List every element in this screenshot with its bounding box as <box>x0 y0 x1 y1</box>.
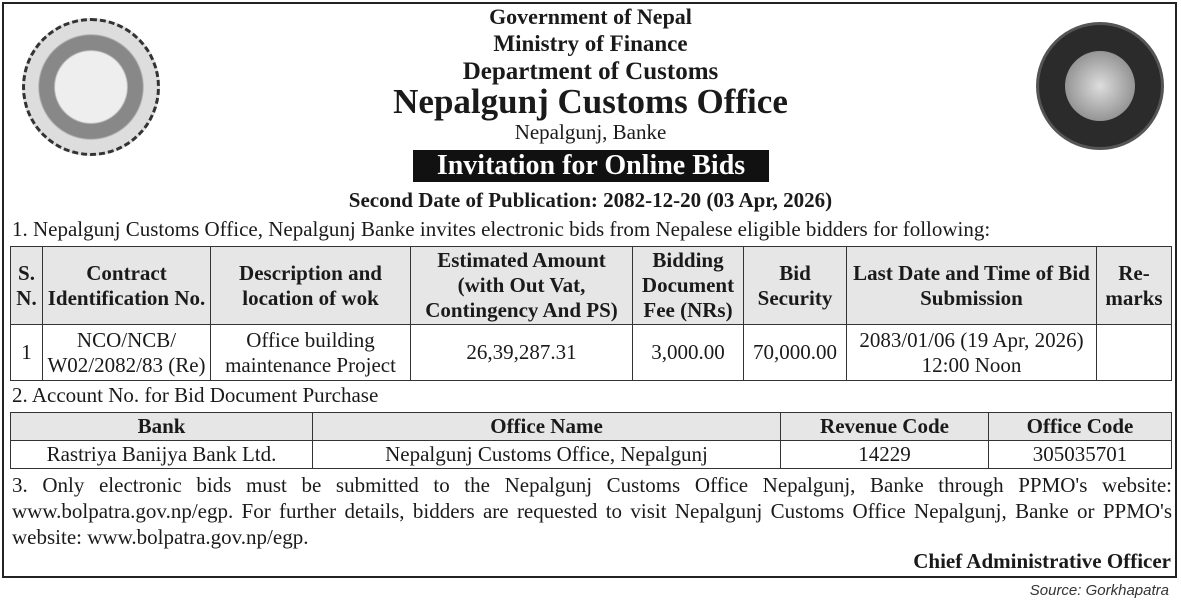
header-contract-id: Contract Identification No. <box>43 247 211 325</box>
cell-bank: Rastriya Banijya Bank Ltd. <box>11 441 313 469</box>
table-header-row <box>11 247 1172 325</box>
cell-estimated-amount: 26,39,287.31 <box>411 325 633 381</box>
item-1: 1. Nepalgunj Customs Office, Nepalgunj Banke invites electronic bids from Nepalese eligible bidders for following: <box>12 217 991 241</box>
office-location: Nepalgunj, Banke <box>514 120 667 144</box>
gov-line: Government of Nepal <box>489 4 692 29</box>
cell-description: Office building maintenance Project <box>211 325 411 381</box>
header-office-name: Office Name <box>313 413 781 441</box>
header-bank: Bank <box>11 413 313 441</box>
header-office-code: Office Code <box>989 413 1172 441</box>
header-revenue-code: Revenue Code <box>781 413 989 441</box>
source-credit: Source: Gorkhapatra <box>1029 582 1169 599</box>
header-sn: S. N. <box>11 247 43 325</box>
cell-bid-security: 70,000.00 <box>744 325 847 381</box>
table-row <box>11 441 1172 469</box>
item-2: 2. Account No. for Bid Document Purchase <box>12 383 379 407</box>
cell-document-fee: 3,000.00 <box>633 325 744 381</box>
table-row <box>11 325 1172 381</box>
item-3: 3. Only electronic bids must be submitted to the Nepalgunj Customs Office Nepalgunj, Banke through PPMO's website: www.bolpatra.gov.np/egp. For further details, bidders are requested to visit Nepalgunj Customs Office Nepalgunj, Banke or PPMO's website: www.bolpatra.gov.np/egp. <box>12 473 1172 549</box>
header-estimated-amount: Estimated Amount (with Out Vat, Contingency And PS) <box>411 247 633 325</box>
cell-revenue-code: 14229 <box>781 441 989 469</box>
header-document-fee: Bidding Document Fee (NRs) <box>633 247 744 325</box>
office-title: Nepalgunj Customs Office <box>393 82 788 121</box>
signature: Chief Administrative Officer <box>913 549 1171 573</box>
account-table <box>10 412 1172 469</box>
header-remarks: Re-marks <box>1097 247 1172 325</box>
header-description: Description and location of wok <box>211 247 411 325</box>
cell-remarks <box>1097 325 1172 381</box>
cell-office-name: Nepalgunj Customs Office, Nepalgunj <box>313 441 781 469</box>
header-bid-security: Bid Security <box>744 247 847 325</box>
table-header-row <box>11 413 1172 441</box>
cell-last-date: 2083/01/06 (19 Apr, 2026) 12:00 Noon <box>847 325 1097 381</box>
cell-sn: 1 <box>11 325 43 381</box>
cell-office-code: 305035701 <box>989 441 1172 469</box>
cell-contract-id: NCO/NCB/ W02/2082/83 (Re) <box>43 325 211 381</box>
notice-banner: Invitation for Online Bids <box>413 150 769 182</box>
ministry-line: Ministry of Finance <box>493 31 688 56</box>
publication-date: Second Date of Publication: 2082-12-20 (03 Apr, 2026) <box>348 188 833 212</box>
department-line: Department of Customs <box>462 58 719 85</box>
bids-table <box>10 246 1172 381</box>
header-last-date: Last Date and Time of Bid Submission <box>847 247 1097 325</box>
